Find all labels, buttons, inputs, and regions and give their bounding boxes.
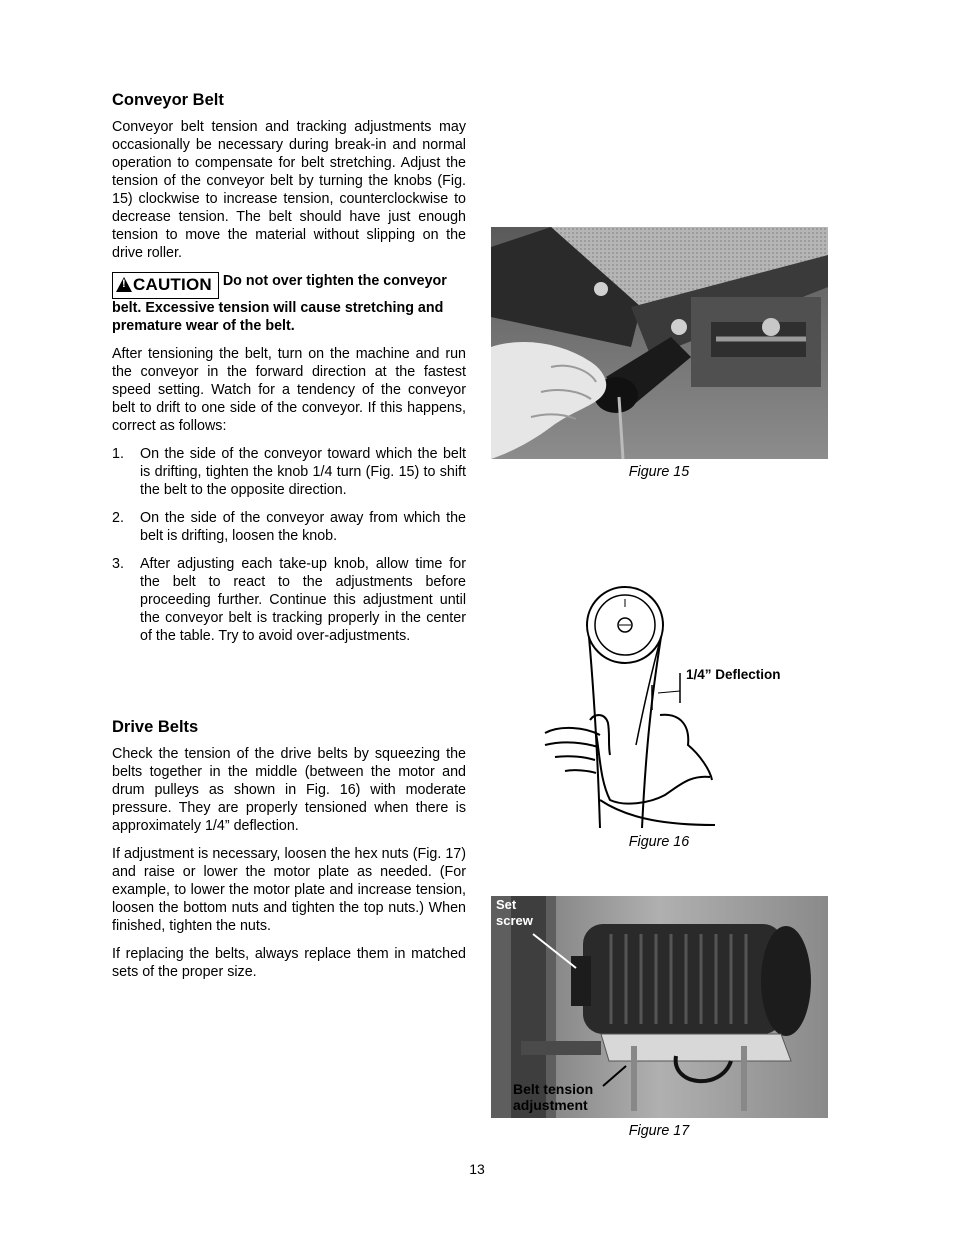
paragraph-drive-adjust: If adjustment is necessary, loosen the hex nuts (Fig. 17) and raise or lower the motor plate as needed. (For example, to lower the motor plate and increase tension, loosen the bottom nuts and tighten the top nuts.) When finished, tighten the nuts. xyxy=(112,846,466,934)
caution-label: CAUTION xyxy=(133,275,212,294)
caution-badge xyxy=(112,272,219,299)
paragraph-drive-replace: If replacing the belts, always replace them in matched sets of the proper size. xyxy=(112,946,466,980)
warning-triangle-icon xyxy=(116,277,132,292)
list-item: 3. After adjusting each take-up knob, allow time for the belt to react to the adjustments before proceeding further. Continue this adjustment until the conveyor belt is tracking properly in the center of the table. Try to avoid over-adjustments. xyxy=(112,556,466,644)
caution-text: Do not over tighten the conveyor belt. Excessive tension will cause stretching and premature wear of the belt. xyxy=(112,273,447,334)
set-screw-label-line2: screw xyxy=(496,913,533,928)
belt-tension-label: Belt tension xyxy=(513,1081,594,1097)
figure-17-caption: Figure 17 xyxy=(628,1123,690,1139)
page-number: 13 xyxy=(469,1161,485,1177)
deflection-label: 1/4” Deflection xyxy=(686,667,781,682)
text-column xyxy=(112,90,466,991)
caution-notice xyxy=(112,272,466,335)
belt-tension-label-line2: adjustment xyxy=(513,1097,588,1113)
heading-conveyor-belt: Conveyor Belt xyxy=(112,91,224,109)
tracking-steps-list xyxy=(112,445,466,645)
paragraph-conveyor-tension: Conveyor belt tension and tracking adjustments may occasionally be necessary during break-in and normal operation to compensate for belt stretching. Adjust the tension of the conveyor belt by turning the knobs (Fig. 15) clockwise to increase tension, counterclockwise to decrease tension. The belt should have just enough tension to move the material without slipping on the drive roller. xyxy=(112,119,466,261)
set-screw-label: Set xyxy=(496,897,517,912)
heading-drive-belts: Drive Belts xyxy=(112,718,199,736)
figure-16-caption: Figure 16 xyxy=(628,834,690,850)
figure-16-diagram xyxy=(540,585,800,833)
figure-17-photo xyxy=(491,896,828,1118)
paragraph-conveyor-tracking: After tensioning the belt, turn on the machine and run the conveyor in the forward direction at the fastest speed setting. Watch for a tendency of the conveyor belt to drift to one side of the conveyor. If this happens, correct as follows: xyxy=(112,346,466,434)
figure-15-caption: Figure 15 xyxy=(628,464,690,480)
paragraph-drive-check: Check the tension of the drive belts by squeezing the belts together in the middle (between the motor and drum pulleys as shown in Fig. 16) with moderate pressure. They are properly tensioned when there is approximately 1/4” deflection. xyxy=(112,746,466,834)
list-item: 2. On the side of the conveyor away from which the belt is drifting, loosen the knob. xyxy=(112,510,466,544)
figure-15-photo xyxy=(491,227,828,459)
list-item: 1. On the side of the conveyor toward which the belt is drifting, tighten the knob 1/4 turn (Fig. 15) to shift the belt to the opposite direction. xyxy=(112,446,466,498)
